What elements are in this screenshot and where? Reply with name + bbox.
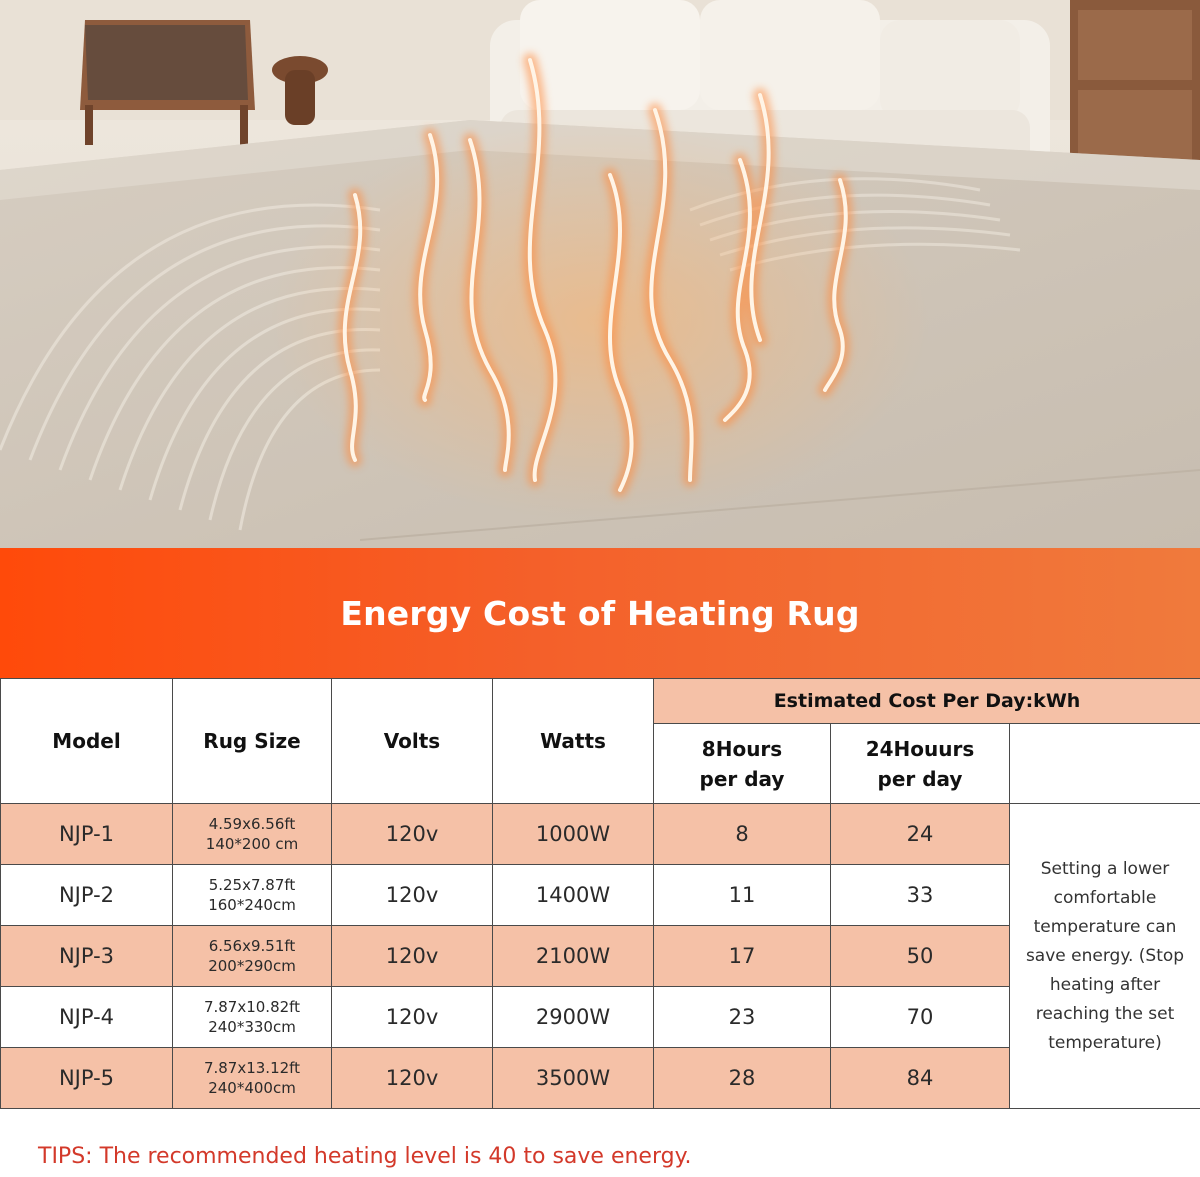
product-photo <box>0 0 1200 548</box>
header-watts: Watts <box>493 679 654 804</box>
size-cm: 240*330cm <box>208 1018 296 1036</box>
cell-watts: 3500W <box>493 1048 654 1109</box>
header-note-blank <box>1010 724 1200 804</box>
size-cm: 140*200 cm <box>205 835 299 853</box>
cell-watts: 2100W <box>493 926 654 987</box>
size-ft: 7.87x13.12ft <box>203 1059 301 1077</box>
size-ft: 7.87x10.82ft <box>203 998 301 1016</box>
header-estimated-cost: Estimated Cost Per Day:kWh <box>654 679 1200 724</box>
cell-kwh-24h: 70 <box>831 987 1010 1048</box>
header-8-hours-line2: per day <box>699 766 785 791</box>
cell-model: NJP-2 <box>1 865 173 926</box>
note-line: heating after <box>1049 974 1161 995</box>
cell-model: NJP-5 <box>1 1048 173 1109</box>
header-model: Model <box>1 679 173 804</box>
cell-watts: 1000W <box>493 804 654 865</box>
energy-cost-table <box>0 678 1200 1109</box>
note-line: temperature) <box>1048 1032 1162 1053</box>
living-room-illustration <box>0 0 1200 548</box>
cell-rug-size <box>173 987 332 1048</box>
tips-text: TIPS: The recommended heating level is 40 to save energy. <box>38 1144 692 1169</box>
cell-kwh-24h: 24 <box>831 804 1010 865</box>
cell-volts: 120v <box>332 804 493 865</box>
header-24-hours <box>831 724 1010 804</box>
header-8-hours <box>654 724 831 804</box>
cell-kwh-24h: 50 <box>831 926 1010 987</box>
cell-kwh-24h: 84 <box>831 1048 1010 1109</box>
note-line: save energy. (Stop <box>1025 945 1185 966</box>
cell-rug-size <box>173 865 332 926</box>
size-ft: 4.59x6.56ft <box>208 815 296 833</box>
table-header-row <box>1 679 1200 724</box>
header-rug-size: Rug Size <box>173 679 332 804</box>
table-row <box>1 804 1200 865</box>
size-cm: 240*400cm <box>208 1079 296 1097</box>
cell-kwh-8h: 8 <box>654 804 831 865</box>
cell-volts: 120v <box>332 865 493 926</box>
header-volts: Volts <box>332 679 493 804</box>
size-ft: 6.56x9.51ft <box>208 937 296 955</box>
header-24-hours-line2: per day <box>877 766 963 791</box>
cell-kwh-8h: 11 <box>654 865 831 926</box>
note-line: comfortable <box>1053 887 1157 908</box>
cell-volts: 120v <box>332 987 493 1048</box>
cell-watts: 2900W <box>493 987 654 1048</box>
header-24-hours-line1: 24Houurs <box>865 736 975 761</box>
cell-rug-size <box>173 926 332 987</box>
cell-kwh-8h: 28 <box>654 1048 831 1109</box>
page-title: Energy Cost of Heating Rug <box>340 593 860 633</box>
energy-saving-note <box>1010 804 1200 1109</box>
size-cm: 160*240cm <box>208 896 296 914</box>
cell-kwh-8h: 23 <box>654 987 831 1048</box>
cell-model: NJP-3 <box>1 926 173 987</box>
cell-rug-size <box>173 1048 332 1109</box>
cell-kwh-8h: 17 <box>654 926 831 987</box>
cell-watts: 1400W <box>493 865 654 926</box>
cell-volts: 120v <box>332 1048 493 1109</box>
cell-model: NJP-4 <box>1 987 173 1048</box>
cell-rug-size <box>173 804 332 865</box>
title-banner <box>0 548 1200 678</box>
size-cm: 200*290cm <box>208 957 296 975</box>
header-8-hours-line1: 8Hours <box>701 736 783 761</box>
size-ft: 5.25x7.87ft <box>208 876 296 894</box>
note-line: temperature can <box>1033 916 1177 937</box>
cell-model: NJP-1 <box>1 804 173 865</box>
cell-kwh-24h: 33 <box>831 865 1010 926</box>
note-line: reaching the set <box>1035 1003 1175 1024</box>
cell-volts: 120v <box>332 926 493 987</box>
note-line: Setting a lower <box>1040 858 1170 879</box>
